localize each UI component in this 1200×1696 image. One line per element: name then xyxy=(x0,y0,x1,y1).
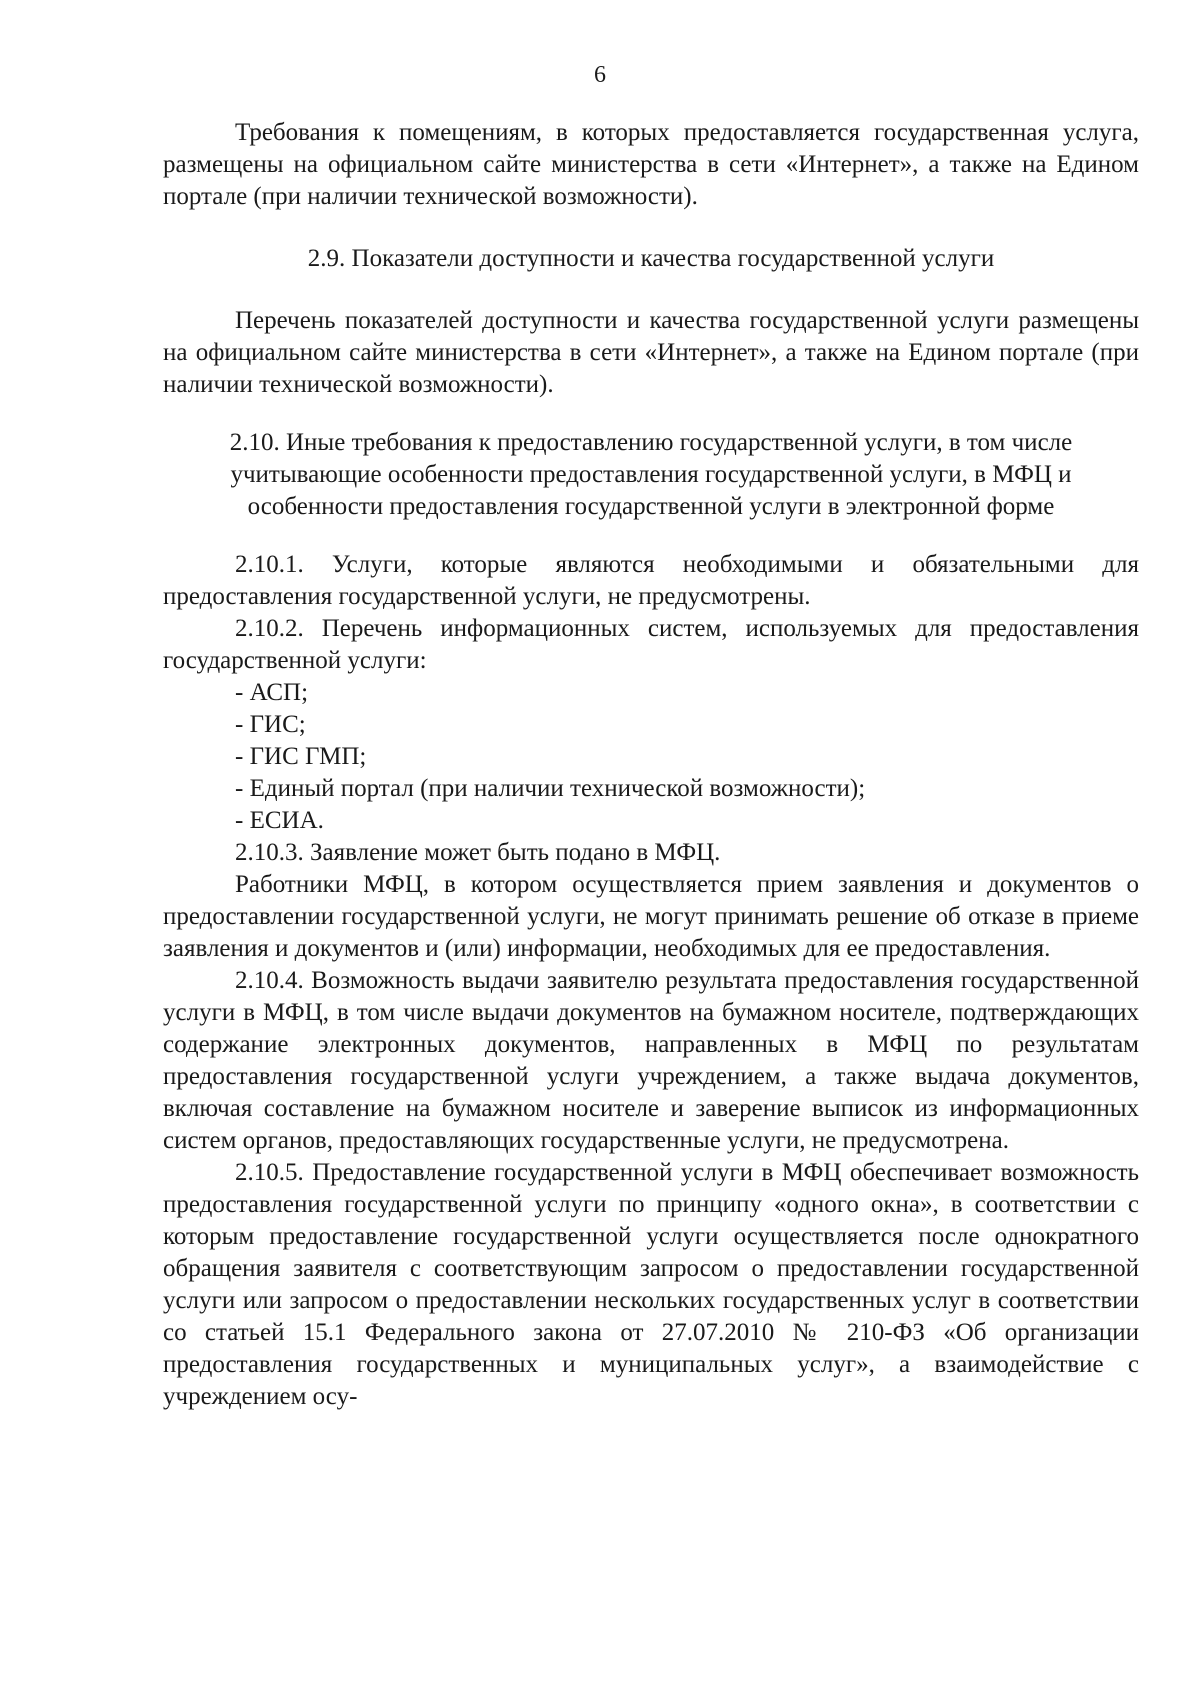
intro-paragraph: Требования к помещениям, в которых предоставляется государственная услуга, размещены на официальном сайте министерства в сети «Интернет», а также на Едином портале (при наличии технической возможности). xyxy=(163,119,1139,210)
paragraph-2-10-2: 2.10.2. Перечень информационных систем, используемых для предоставления государственной услуги: xyxy=(163,615,1139,674)
paragraph-2-10-1: 2.10.1. Услуги, которые являются необходимыми и обязательными для предоставления государственной услуги, не предусмотрены. xyxy=(163,551,1139,610)
paragraph-2-10-3: 2.10.3. Заявление может быть подано в МФЦ. xyxy=(235,839,721,866)
paragraph-2-10-3-workers: Работники МФЦ, в котором осуществляется прием заявления и документов о предоставлении государственной услуги, не могут принимать решение об отказе в приеме заявления и документов и (или) информации, необходимых для ее предоставления. xyxy=(163,871,1139,962)
page-number: 6 xyxy=(594,62,606,88)
paragraph-2-10-4: 2.10.4. Возможность выдачи заявителю результата предоставления государственной услуги в МФЦ, в том числе выдачи документов на бумажном носителе, подтверждающих содержание электронных документов, направленных в МФЦ по результатам предоставления государственной услуги учреждением, а также выдача документов, включая составление на бумажном носителе и заверение выписок из информационных систем органов, предоставляющих государственные услуги, не предусмотрена. xyxy=(163,967,1139,1154)
section-2-9-paragraph: Перечень показателей доступности и качества государственной услуги размещены на официальном сайте министерства в сети «Интернет», а также на Едином портале (при наличии технической возможности). xyxy=(163,307,1139,398)
list-item: - Единый портал (при наличии технической возможности); xyxy=(235,775,866,802)
document-body xyxy=(163,117,1139,1413)
information-systems-list xyxy=(163,677,1139,837)
section-2-9-heading: 2.9. Показатели доступности и качества государственной услуги xyxy=(307,245,995,272)
list-item: - АСП; xyxy=(235,679,309,706)
section-2-10-heading: 2.10. Иные требования к предоставлению государственной услуги, в том числе учитывающие особенности предоставления государственной услуги, в МФЦ и особенности предоставления государственной услуги в электронной форме xyxy=(229,429,1073,520)
paragraph-2-10-5: 2.10.5. Предоставление государственной услуги в МФЦ обеспечивает возможность предоставления государственной услуги по принципу «одного окна», в соответствии с которым предоставление государственной услуги осуществляется после однократного обращения заявителя с соответствующим запросом о предоставлении государственной услуги или запросом о предоставлении нескольких государственных услуг в соответствии со статьей 15.1 Федерального закона от 27.07.2010 № 210-ФЗ «Об организации предоставления государственных и муниципальных услуг», а взаимодействие с учреждением осу- xyxy=(163,1159,1139,1410)
list-item: - ГИС ГМП; xyxy=(235,743,367,770)
list-item: - ГИС; xyxy=(235,711,306,738)
list-item: - ЕСИА. xyxy=(235,807,324,834)
